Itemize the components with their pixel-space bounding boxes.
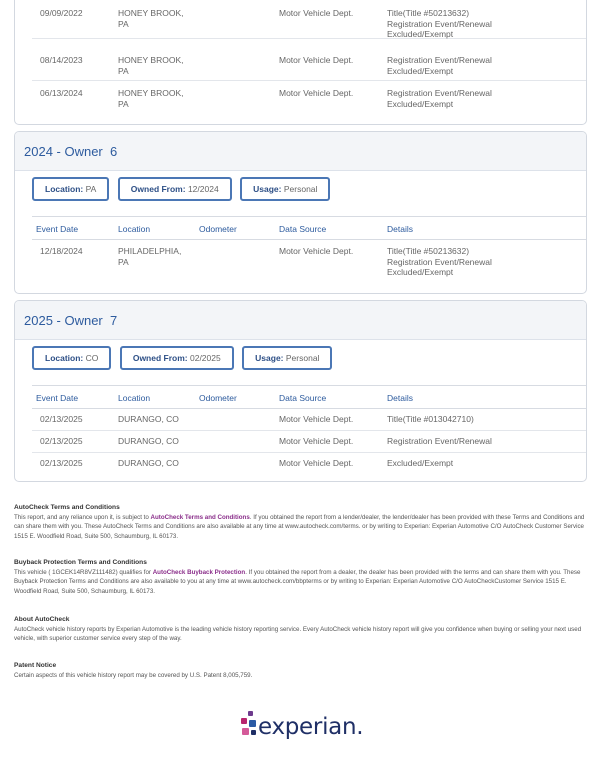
event-location: PHILADELPHIA, PA — [118, 246, 182, 267]
event-source: Motor Vehicle Dept. — [279, 436, 354, 446]
header-odometer: Odometer — [199, 224, 237, 234]
owned-from-badge: Owned From: 12/2024 — [118, 177, 232, 201]
owner-7-card — [14, 300, 587, 482]
about-section — [14, 615, 586, 644]
location-badge: Location: PA — [32, 177, 109, 201]
event-details: Registration Event/Renewal — [387, 436, 492, 446]
header-location: Location — [118, 393, 151, 403]
event-source: Motor Vehicle Dept. — [279, 414, 354, 424]
event-location: HONEY BROOK, PA — [118, 8, 184, 29]
header-details: Details — [387, 224, 413, 234]
about-heading: About AutoCheck — [14, 616, 70, 623]
patent-text: Certain aspects of this vehicle history report may be covered by U.S. Patent 8,005,759. — [14, 672, 253, 680]
table-row — [32, 240, 587, 280]
table-row — [32, 431, 587, 453]
owner-5-history-card — [14, 0, 587, 125]
event-location: DURANGO, CO — [118, 414, 179, 424]
table-header — [32, 385, 587, 409]
event-date: 02/13/2025 — [40, 414, 83, 424]
event-details: Title(Title #50213632) Registration Event/Renewal Excluded/Exempt — [387, 8, 492, 39]
terms-link[interactable]: AutoCheck Terms and Conditions — [150, 514, 250, 522]
event-date: 02/13/2025 — [40, 458, 83, 468]
header-data-source: Data Source — [279, 393, 327, 403]
usage-badge: Usage: Personal — [240, 177, 330, 201]
terms-section — [14, 503, 586, 541]
usage-badge: Usage: Personal — [242, 346, 332, 370]
logo-dot — [242, 728, 249, 735]
event-date: 02/13/2025 — [40, 436, 83, 446]
event-date: 08/14/2023 — [40, 55, 83, 65]
buyback-section — [14, 558, 586, 596]
location-badge: Location: CO — [32, 346, 111, 370]
header-location: Location — [118, 224, 151, 234]
table-row — [32, 0, 587, 39]
logo-dot — [248, 711, 253, 716]
event-details: Title(Title #013042710) — [387, 414, 474, 424]
event-date: 09/09/2022 — [40, 8, 83, 18]
event-location: DURANGO, CO — [118, 436, 179, 446]
owner-badges — [32, 177, 334, 201]
buyback-text: This vehicle ( 1GCEK14R8VZ111482) qualifies for AutoCheck Buyback Protection. If you obtained the report from a dealer, the dealer has been provided with the terms and can share them with you. These Buyback Protection Terms and Conditions are also available to you at any time at www.autocheck.com/bbpterms or by writing to Experian: Experian Automotive C/O AutoCheckCustomer Service 1515 E. Woodfield Road, Suite 500, Schaumburg, IL 60173. — [14, 569, 581, 595]
event-location: DURANGO, CO — [118, 458, 179, 468]
event-details: Registration Event/Renewal Excluded/Exempt — [387, 55, 492, 76]
event-details: Excluded/Exempt — [387, 458, 454, 468]
event-details: Title(Title #50213632) Registration Event/Renewal Excluded/Exempt — [387, 246, 492, 277]
event-location: HONEY BROOK, PA — [118, 55, 184, 76]
patent-section — [14, 661, 586, 680]
owner-title: 2024 - Owner 6 — [24, 144, 118, 159]
header-event-date: Event Date — [36, 393, 79, 403]
about-text: AutoCheck vehicle history reports by Experian Automotive is the leading vehicle history reporting service. Every AutoCheck vehicle history report will give you confidence when buying or selling your next used vehicle, with superior customer service every step of the way. — [14, 626, 582, 643]
terms-text: This report, and any reliance upon it, is subject to AutoCheck Terms and Conditions. If you obtained the report from a lender/dealer, the lender/dealer has been provided with these Terms and Conditions and can share them with you. These AutoCheck Terms and Conditions are also available at any time at www.autocheck.com/terms. or by writing to Experian: Experian Automotive C/O AutoCheck Customer Service 1515 E. Woodfield Road, Suite 500, Schaumburg, IL 60173. — [14, 514, 585, 540]
header-odometer: Odometer — [199, 393, 237, 403]
table-row — [32, 48, 587, 81]
logo-dot — [251, 730, 256, 735]
logo-dot — [241, 718, 247, 724]
event-date: 12/18/2024 — [40, 246, 83, 256]
owner-title: 2025 - Owner 7 — [24, 313, 118, 328]
header-data-source: Data Source — [279, 224, 327, 234]
owned-from-badge: Owned From: 02/2025 — [120, 346, 234, 370]
event-source: Motor Vehicle Dept. — [279, 8, 354, 18]
logo-dot — [249, 720, 256, 727]
event-details: Registration Event/Renewal Excluded/Exempt — [387, 88, 492, 109]
header-event-date: Event Date — [36, 224, 79, 234]
event-source: Motor Vehicle Dept. — [279, 246, 354, 256]
buyback-link[interactable]: AutoCheck Buyback Protection — [152, 569, 246, 577]
event-location: HONEY BROOK, PA — [118, 88, 184, 109]
buyback-heading: Buyback Protection Terms and Conditions — [14, 559, 147, 566]
table-row — [32, 409, 587, 431]
logo-wordmark: experian. — [258, 714, 364, 740]
owner-6-card — [14, 131, 587, 294]
event-source: Motor Vehicle Dept. — [279, 458, 354, 468]
table-row — [32, 81, 587, 117]
owner-badges — [32, 346, 336, 370]
event-source: Motor Vehicle Dept. — [279, 55, 354, 65]
patent-heading: Patent Notice — [14, 662, 57, 669]
table-row — [32, 453, 587, 474]
header-details: Details — [387, 393, 413, 403]
table-header — [32, 216, 587, 240]
terms-heading: AutoCheck Terms and Conditions — [14, 504, 120, 511]
event-date: 06/13/2024 — [40, 88, 83, 98]
event-source: Motor Vehicle Dept. — [279, 88, 354, 98]
